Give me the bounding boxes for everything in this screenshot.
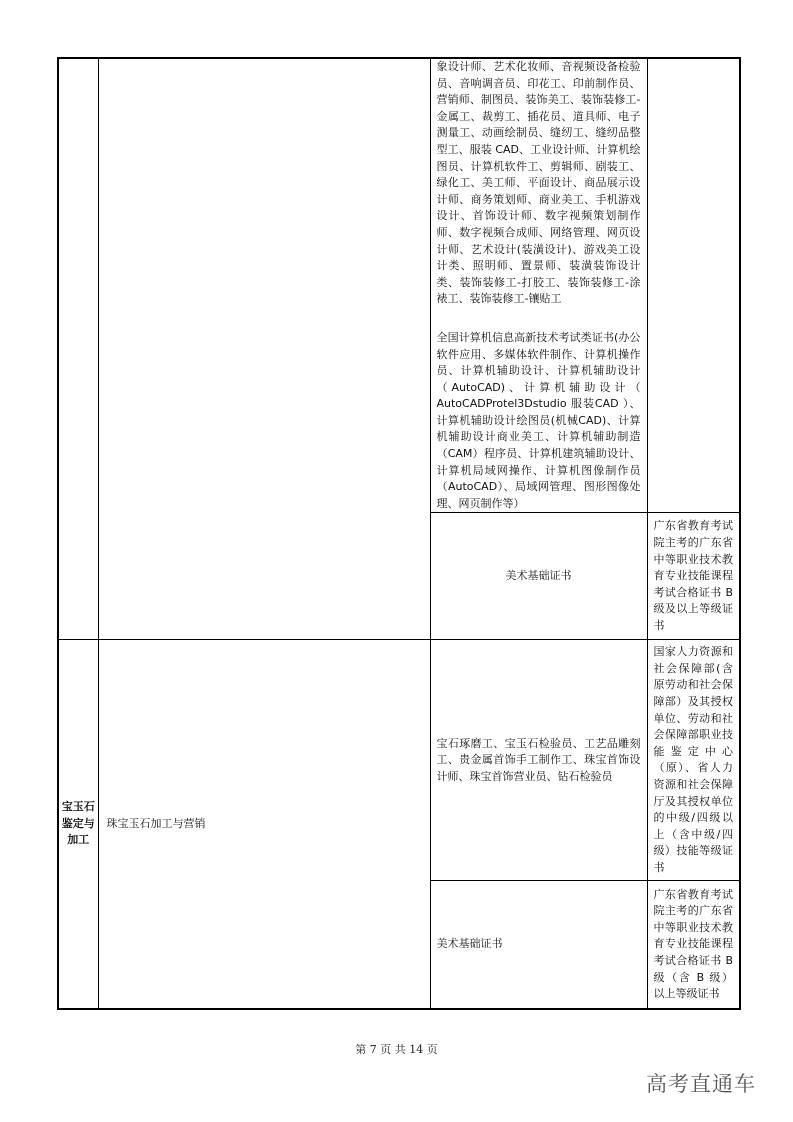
certificate-table: [57, 57, 741, 1010]
table-row: [58, 58, 740, 513]
certificate-name-cell: 美术基础证书: [430, 881, 647, 1009]
issuer-cell: 国家人力资源和社会保障部(含原劳动和社会保障部）及其授权单位、劳动和社会保障部职业技能鉴定中心（原）、省人力资源和社会保障厅及其授权单位的中级/四级以上（含中级/四级）技能等级证书: [647, 640, 740, 881]
issuer-cell: 广东省教育考试院主考的广东省中等职业技术教育专业技能课程考试合格证书 B 级（含 B 级）以上等级证书: [647, 881, 740, 1009]
category-cell: [58, 58, 98, 640]
paragraph-gap: [437, 308, 641, 330]
certificate-name-cell: 美术基础证书: [430, 513, 647, 640]
major-cell: 珠宝玉石加工与营销: [98, 640, 430, 1009]
category-cell: 宝玉石鉴定与加工: [58, 640, 98, 1009]
major-cell: [98, 58, 430, 640]
issuer-cell: 广东省教育考试院主考的广东省中等职业技术教育专业技能课程考试合格证书 B 级及以上等级证书: [647, 513, 740, 640]
certificate-list-text-computer: 全国计算机信息高新技术考试类证书(办公软件应用、多媒体软件制作、计算机操作员、计算机辅助设计、计算机辅助设计（AutoCAD)、计算机辅助设计（ AutoCADProtel3Dstudio 服装CAD ）、计算机辅助设计绘图员(机械CAD)、计算机辅助设计商业美工、计算机辅助制造（CAM）程序员、计算机建筑辅助设计、计算机局域网操作、计算机图像制作员（AutoCAD）、局域网管理、图形图像处理、网页制作等）: [436, 330, 641, 510]
certificate-name-cell: [430, 58, 647, 513]
watermark-text: 高考直通车: [646, 1072, 756, 1096]
table-row: [58, 640, 740, 881]
issuer-cell: [647, 58, 740, 513]
certificate-list-text: 象设计师、艺术化妆师、音视频设备检验员、音响调音员、印花工、印前制作员、营销师、制图员、装饰美工、装饰装修工-金属工、裁剪工、插花员、道具师、电子测量工、动画绘制员、缝纫工、缝纫品整型工、服装 CAD、工业设计师、计算机绘图员、计算机软件工、剪辑师、剧装工、绿化工、美工师、平面设计、商品展示设计师、商务策划师、商业美工、手机游戏设计、首饰设计师、数字视频策划制作师、数字视频合成师、网络管理、网页设计师、艺术设计(装潢设计)、游戏美工设计类、照明师、置景师、装潢装饰设计类、装饰装修工-打胶工、装饰装修工-涂裱工、装饰装修工-镶贴工: [436, 60, 641, 306]
certificate-name-cell: 宝石琢磨工、宝玉石检验员、工艺品雕刻工、贵金属首饰手工制作工、珠宝首饰设计师、珠宝首饰营业员、钻石检验员: [430, 640, 647, 881]
page-number-footer: 第 7 页 共 14 页: [355, 1043, 438, 1056]
